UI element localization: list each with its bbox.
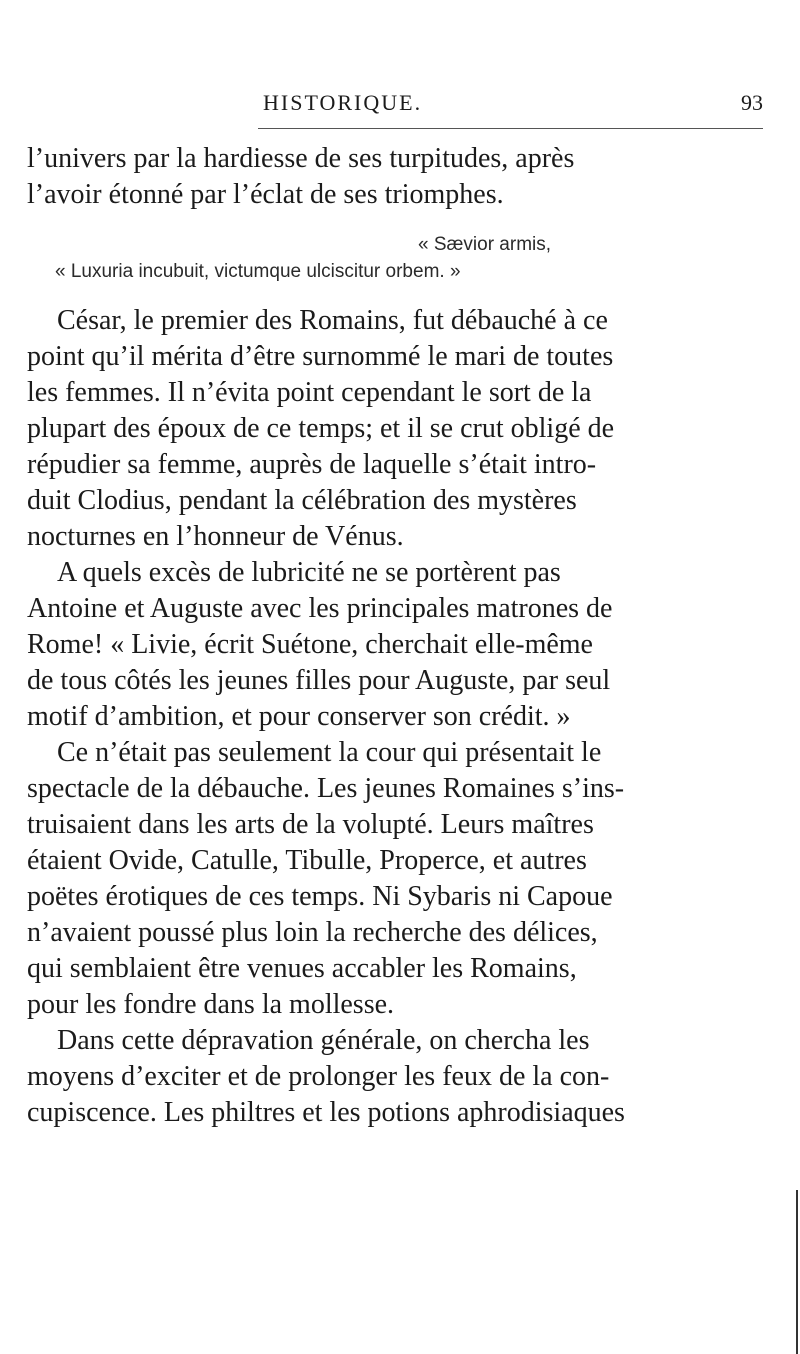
text-line: point qu’il mérita d’être surnommé le mari de toutes: [27, 341, 614, 372]
text-line: spectacle de la débauche. Les jeunes Romaines s’ins-: [27, 773, 625, 804]
text-line: cupiscence. Les philtres et les potions aphrodisiaques: [27, 1097, 625, 1128]
text-line: Dans cette dépravation générale, on chercha les: [57, 1025, 590, 1056]
text-line: l’avoir étonné par l’éclat de ses triomphes.: [27, 179, 504, 210]
text-line: poëtes érotiques de ces temps. Ni Sybaris ni Capoue: [27, 881, 613, 912]
page-edge-shadow: [796, 1190, 798, 1354]
text-line: moyens d’exciter et de prolonger les feux de la con-: [27, 1061, 610, 1092]
quote-line: « Sævior armis,: [418, 234, 552, 255]
header-rule: [258, 128, 763, 129]
text-line: truisaient dans les arts de la volupté. Leurs maîtres: [27, 809, 594, 840]
text-line: de tous côtés les jeunes filles pour Auguste, par seul: [27, 665, 611, 696]
text-line: motif d’ambition, et pour conserver son crédit. »: [27, 701, 571, 732]
page-number: 93: [741, 90, 763, 115]
running-head: [253, 90, 763, 120]
text-line: Ce n’était pas seulement la cour qui présentait le: [57, 737, 602, 768]
text-line: étaient Ovide, Catulle, Tibulle, Properce, et autres: [27, 845, 587, 876]
text-line: duit Clodius, pendant la célébration des mystères: [27, 485, 577, 516]
running-title: HISTORIQUE.: [263, 90, 423, 115]
text-line: répudier sa femme, auprès de laquelle s’était intro-: [27, 449, 597, 480]
text-line: qui semblaient être venues accabler les Romains,: [27, 953, 577, 984]
text-line: n’avaient poussé plus loin la recherche des délices,: [27, 917, 598, 948]
text-line: A quels excès de lubricité ne se portèrent pas: [57, 557, 561, 588]
text-line: César, le premier des Romains, fut débauché à ce: [57, 305, 608, 336]
text-line: les femmes. Il n’évita point cependant le sort de la: [27, 377, 592, 408]
text-line: pour les fondre dans la mollesse.: [27, 989, 395, 1020]
text-line: l’univers par la hardiesse de ses turpitudes, après: [27, 143, 575, 174]
text-line: Antoine et Auguste avec les principales matrones de: [27, 593, 613, 624]
text-line: Rome! « Livie, écrit Suétone, cherchait elle-même: [27, 629, 593, 660]
quote-line: « Luxuria incubuit, victumque ulciscitur orbem. »: [55, 261, 461, 282]
text-line: plupart des époux de ce temps; et il se crut obligé de: [27, 413, 615, 444]
text-line: nocturnes en l’honneur de Vénus.: [27, 521, 404, 552]
